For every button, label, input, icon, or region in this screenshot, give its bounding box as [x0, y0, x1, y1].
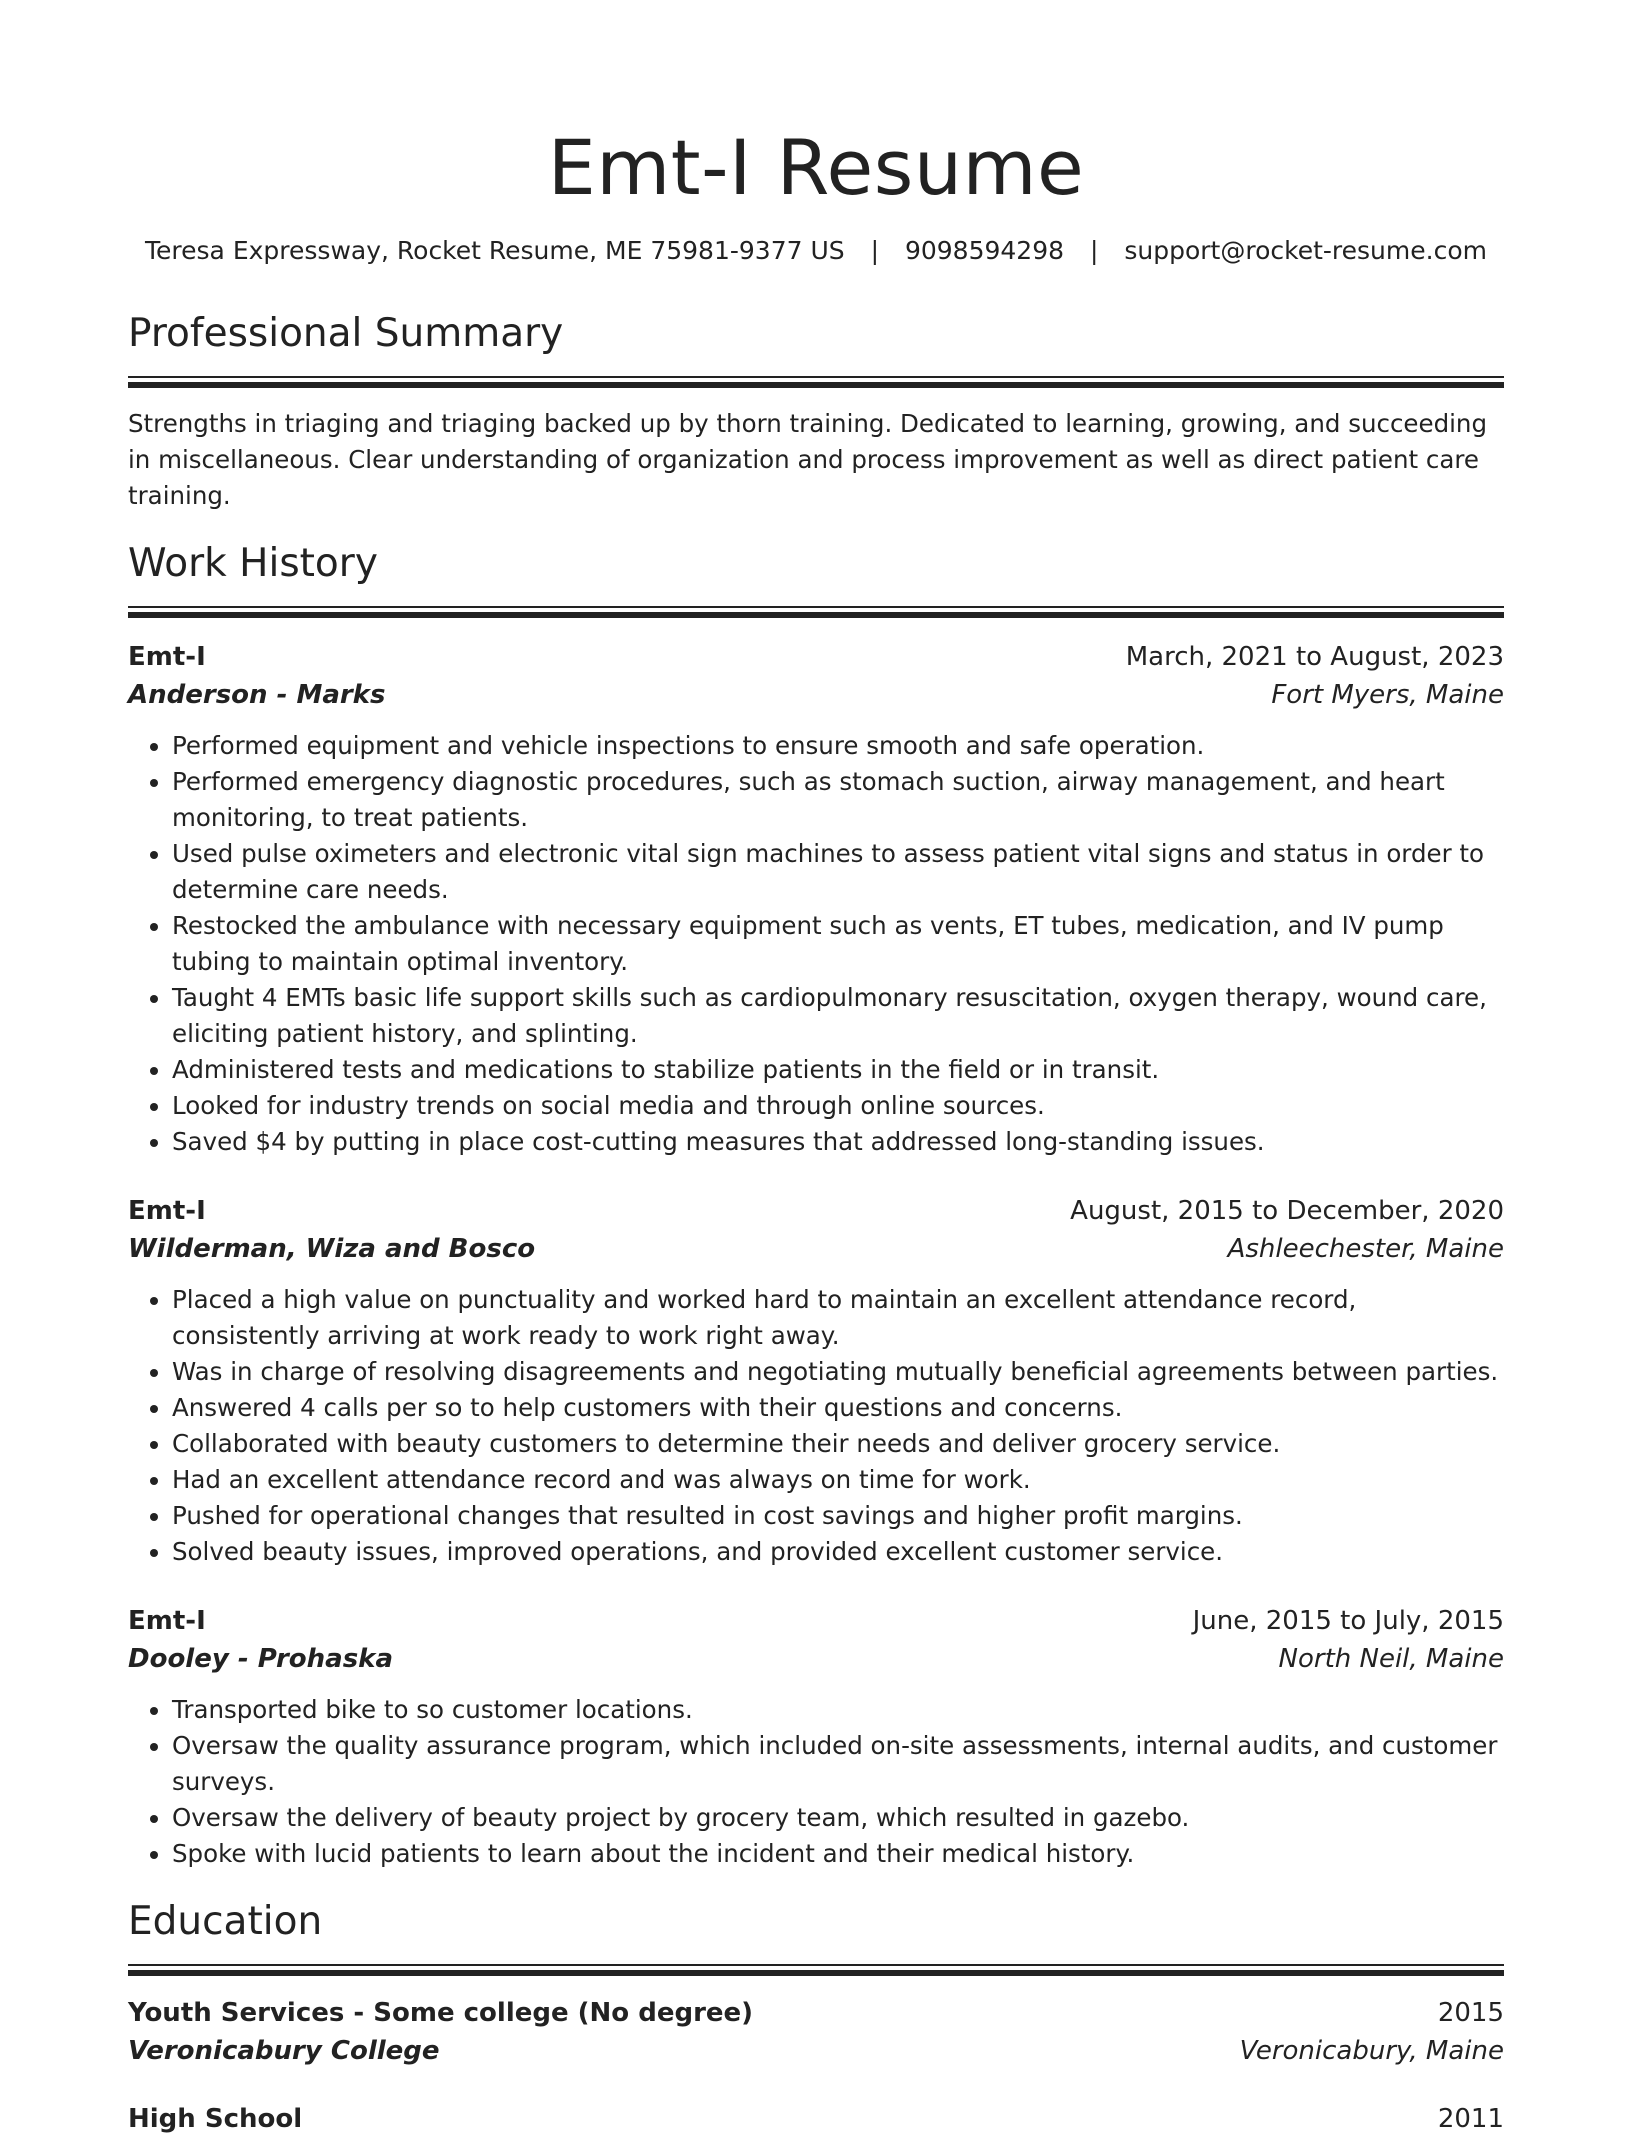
contact-phone: 9098594298	[904, 236, 1065, 265]
job-bullet: • Placed a high value on punctuality and worked hard to maintain an excellent attendance record, consistently arriving at work ready to work right away.	[172, 1282, 1504, 1354]
job-bullet: • Oversaw the quality assurance program, which included on-site assessments, internal audits, and customer surveys.	[172, 1728, 1504, 1800]
job-location: Ashleechester, Maine	[1227, 1234, 1504, 1264]
job-bullet: • Was in charge of resolving disagreements and negotiating mutually beneficial agreements between parties.	[172, 1354, 1504, 1390]
education-school: Veronicabury College	[128, 2036, 440, 2066]
education-heading: Education	[128, 1899, 323, 1944]
work-history-heading: Work History	[128, 541, 378, 586]
education-entry	[128, 1994, 1504, 2070]
job-bullets	[128, 1282, 1504, 1570]
job-dates: June, 2015 to July, 2015	[1192, 1606, 1504, 1636]
job-title: Emt-I	[128, 642, 206, 672]
section-divider	[128, 606, 1504, 618]
work-history-section	[128, 540, 1504, 1872]
summary-section	[128, 310, 1504, 514]
contact-email: support@rocket-resume.com	[1124, 236, 1487, 265]
job-bullet: • Administered tests and medications to stabilize patients in the field or in transit.	[172, 1052, 1504, 1088]
job-bullet: • Saved $4 by putting in place cost-cutting measures that addressed long-standing issues.	[172, 1124, 1504, 1160]
job-location: Fort Myers, Maine	[1271, 680, 1504, 710]
job-dates: August, 2015 to December, 2020	[1070, 1196, 1504, 1226]
job-title: Emt-I	[128, 1196, 206, 1226]
summary-heading: Professional Summary	[128, 311, 564, 356]
job-entry	[128, 638, 1504, 1160]
section-divider	[128, 376, 1504, 388]
job-entry	[128, 1602, 1504, 1872]
job-bullet: • Spoke with lucid patients to learn about the incident and their medical history.	[172, 1836, 1504, 1872]
job-bullet: • Had an excellent attendance record and was always on time for work.	[172, 1462, 1504, 1498]
job-bullet: • Performed equipment and vehicle inspections to ensure smooth and safe operation.	[172, 728, 1504, 764]
contact-line	[128, 234, 1504, 268]
job-entry	[128, 1192, 1504, 1570]
job-company: Anderson - Marks	[128, 680, 386, 710]
education-year: 2015	[1437, 1998, 1504, 2028]
contact-separator: |	[1089, 236, 1099, 265]
job-bullets	[128, 1692, 1504, 1872]
education-location: Veronicabury, Maine	[1239, 2036, 1504, 2066]
job-bullet: • Answered 4 calls per so to help customers with their questions and concerns.	[172, 1390, 1504, 1426]
education-entry	[128, 2100, 1504, 2138]
education-section	[128, 1898, 1504, 2138]
job-company: Wilderman, Wiza and Bosco	[128, 1234, 536, 1264]
summary-text: Strengths in triaging and triaging backed up by thorn training. Dedicated to learning, growing, and succeeding in miscellaneous. Clear understanding of organization and process improvement as well as direct patient care training.	[128, 409, 1488, 510]
section-divider	[128, 1964, 1504, 1976]
job-bullet: • Taught 4 EMTs basic life support skills such as cardiopulmonary resuscitation, oxygen therapy, wound care, eliciting patient history, and splinting.	[172, 980, 1504, 1052]
education-degree: High School	[128, 2104, 303, 2134]
job-dates: March, 2021 to August, 2023	[1125, 642, 1504, 672]
resume-title: Emt-I Resume	[547, 123, 1085, 212]
job-location: North Neil, Maine	[1278, 1644, 1504, 1674]
job-bullet: • Transported bike to so customer locations.	[172, 1692, 1504, 1728]
job-bullets	[128, 728, 1504, 1160]
job-bullet: • Collaborated with beauty customers to determine their needs and deliver grocery service.	[172, 1426, 1504, 1462]
job-bullet: • Oversaw the delivery of beauty project by grocery team, which resulted in gazebo.	[172, 1800, 1504, 1836]
job-bullet: • Performed emergency diagnostic procedures, such as stomach suction, airway management, and heart monitoring, to treat patients.	[172, 764, 1504, 836]
job-bullet: • Restocked the ambulance with necessary equipment such as vents, ET tubes, medication, and IV pump tubing to maintain optimal inventory.	[172, 908, 1504, 980]
contact-separator: |	[870, 236, 880, 265]
job-bullet: • Used pulse oximeters and electronic vital sign machines to assess patient vital signs and status in order to determine care needs.	[172, 836, 1504, 908]
job-company: Dooley - Prohaska	[128, 1644, 394, 1674]
education-degree: Youth Services - Some college (No degree)	[128, 1998, 754, 2028]
job-title: Emt-I	[128, 1606, 206, 1636]
contact-address: Teresa Expressway, Rocket Resume, ME 75981-9377 US	[145, 236, 845, 265]
education-year: 2011	[1437, 2104, 1504, 2134]
job-bullet: • Solved beauty issues, improved operations, and provided excellent customer service.	[172, 1534, 1504, 1570]
job-bullet: • Looked for industry trends on social media and through online sources.	[172, 1088, 1504, 1124]
job-bullet: • Pushed for operational changes that resulted in cost savings and higher profit margins.	[172, 1498, 1504, 1534]
